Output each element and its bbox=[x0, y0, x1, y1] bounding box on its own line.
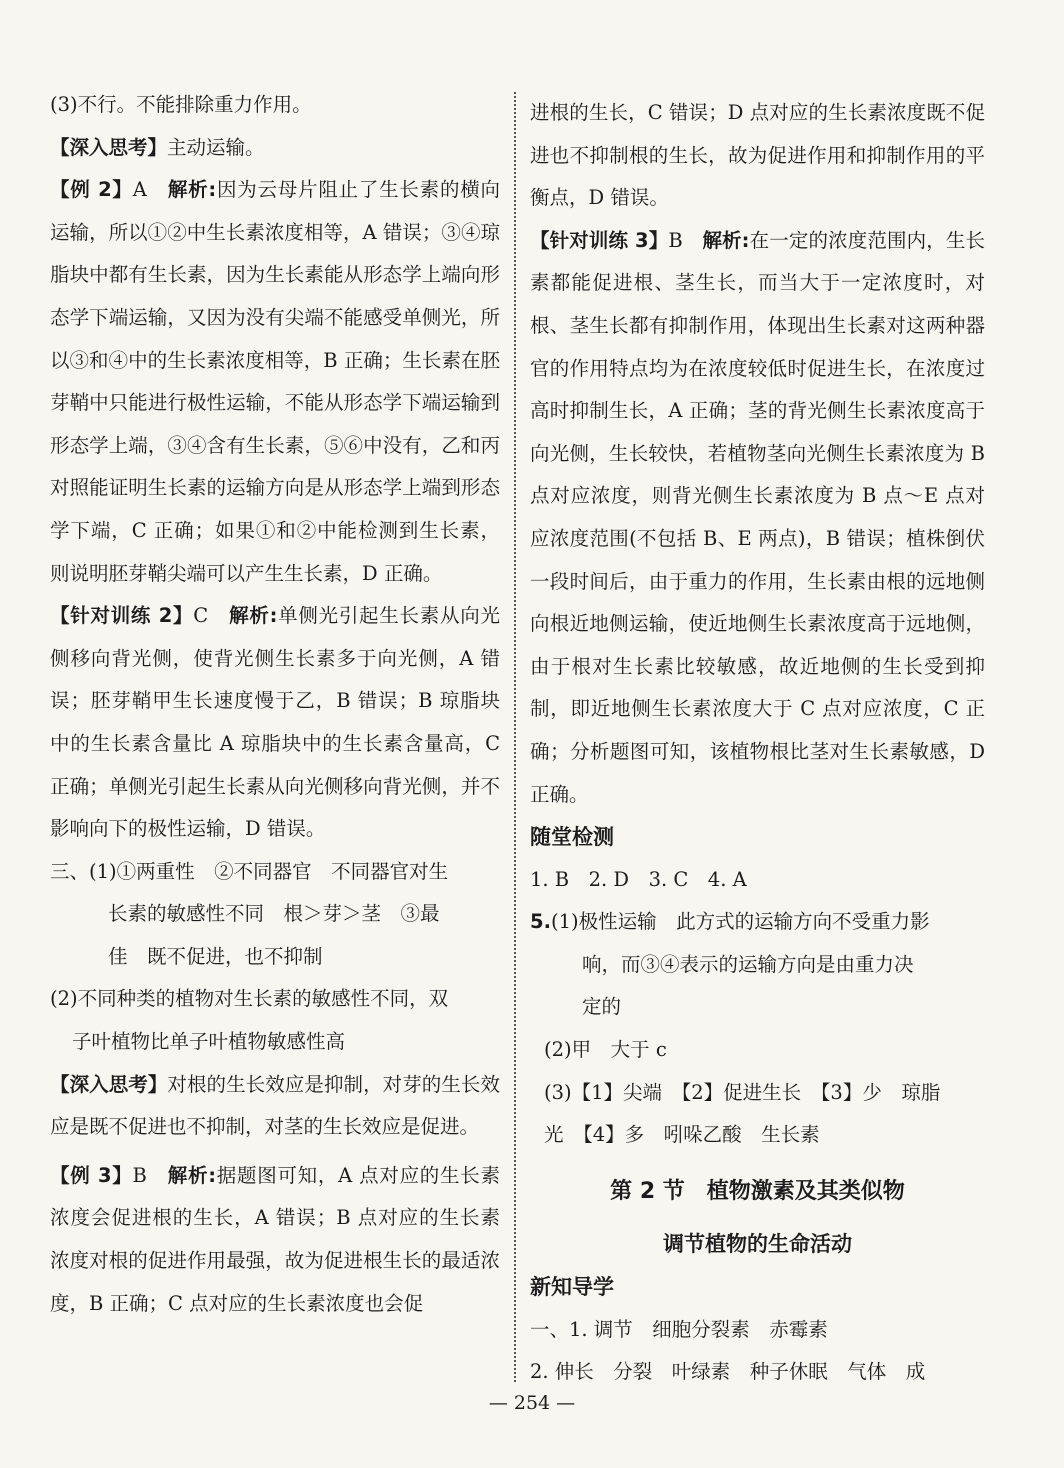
new-knowledge-2: 2. 伸长 分裂 叶绿素 种子休眠 气体 成 bbox=[530, 1360, 926, 1384]
analysis-label: 解析: bbox=[229, 604, 278, 628]
example-3 bbox=[50, 1155, 500, 1325]
section-3-line-3: 佳 既不促进，也不抑制 bbox=[108, 944, 323, 968]
deep-thinking-2 bbox=[50, 1064, 500, 1149]
example-analysis: 据题图可知，A 点对应的生长素浓度会促进根的生长，A 错误；B 点对应的生长素浓度对根的促进作用最强，故为促进根生长的最适浓度，B 正确；C 点对应的生长素浓度也会促 bbox=[50, 1163, 500, 1315]
training-answer: B bbox=[668, 228, 683, 252]
training-2 bbox=[50, 595, 500, 851]
q5-part-3-line-1: (3)【1】尖端 【2】促进生长 【3】少 琼脂 bbox=[544, 1080, 941, 1104]
q5-part-3-line-2: 光 【4】多 吲哚乙酸 生长素 bbox=[544, 1123, 820, 1147]
training-3 bbox=[530, 220, 985, 816]
answer-3-line: (3)不行。不能排除重力作用。 bbox=[50, 93, 312, 116]
example-answer: B bbox=[132, 1163, 147, 1187]
analysis-label: 解析: bbox=[167, 1163, 217, 1187]
section-3-part-2-line-2: 子叶植物比单子叶植物敏感性高 bbox=[72, 1030, 346, 1054]
example-answer: A bbox=[132, 178, 147, 202]
page-number: — 254 — bbox=[488, 1392, 576, 1414]
column-divider bbox=[514, 92, 516, 1382]
deep-thinking-1 bbox=[50, 127, 500, 170]
training-analysis: 在一定的浓度范围内，生长素都能促进根、茎生长，而当大于一定浓度时，对根、茎生长都有抑制作用，体现出生长素对这两种器官的作用特点均为在浓度较低时促进生长，在浓度过高时抑制生长，A 正确；茎的背光侧生长素浓度高于向光侧，生长较快，若植物茎向光侧生长素浓度为 B 点对应浓度，则背光侧生长素浓度为 B 点～E 点对应浓度范围(不包括 B、E 两点)，B 错误；植株倒伏一段时间后，由于重力的作用，生长素由根的远地侧向根近地侧运输，使近地侧生长素浓度高于远地侧，由于根对生长素比较敏感，故近地侧的生长受到抑制，即近地侧生长素浓度大于 C 点对应浓度，C 正确；分析题图可知，该植物根比茎对生长素敏感，D 正确。 bbox=[530, 228, 985, 806]
deep-thinking-label: 【深入思考】 bbox=[50, 1072, 168, 1096]
subsection-title: 调节植物的生命活动 bbox=[663, 1232, 852, 1257]
section-3-part-2-line-1: (2)不同种类的植物对生长素的敏感性不同，双 bbox=[50, 987, 449, 1011]
new-knowledge-1: 一、1. 调节 细胞分裂素 赤霉素 bbox=[530, 1317, 828, 1341]
example-2 bbox=[50, 169, 500, 595]
new-knowledge-heading: 新知导学 bbox=[530, 1275, 614, 1300]
training-answer: C bbox=[193, 604, 209, 628]
q5-line-3: 定的 bbox=[582, 995, 622, 1019]
deep-thinking-text: 主动运输。 bbox=[167, 135, 265, 159]
example-label: 【例 3】 bbox=[50, 1163, 133, 1187]
example-label: 【例 2】 bbox=[50, 178, 133, 202]
right-column bbox=[530, 92, 985, 1394]
answers-1-4: 1. B 2. D 3. C 4. A bbox=[530, 867, 747, 891]
analysis-label: 解析: bbox=[702, 228, 750, 252]
section-3-line-1: 三、(1)①两重性 ②不同器官 不同器官对生 bbox=[50, 859, 449, 883]
q5-number: 5. bbox=[530, 910, 551, 934]
section-title: 第 2 节 植物激素及其类似物 bbox=[610, 1178, 905, 1204]
q5-line-2: 响，而③④表示的运输方向是由重力决 bbox=[582, 952, 914, 976]
example-analysis: 因为云母片阻止了生长素的横向运输，所以①②中生长素浓度相等，A 错误；③④琼脂块中都有生长素，因为生长素能从形态学上端向形态学下端运输，又因为没有尖端不能感受单侧光，所以③和④中的生长素浓度相等，B 正确；生长素在胚芽鞘中只能进行极性运输，不能从形态学下端运输到形态学上端，③④含有生长素，⑤⑥中没有，乙和丙对照能证明生长素的运输方向是从形态学上端到形态学下端，C 正确；如果①和②中能检测到生长素，则说明胚芽鞘尖端可以产生生长素，D 正确。 bbox=[50, 178, 500, 585]
training-label: 【针对训练 2】 bbox=[50, 604, 194, 628]
test-heading: 随堂检测 bbox=[530, 825, 614, 850]
deep-thinking-label: 【深入思考】 bbox=[50, 135, 168, 159]
q5-text: (1)极性运输 此方式的运输方向不受重力影 bbox=[550, 910, 930, 934]
q5-line-1 bbox=[530, 901, 985, 944]
q5-part-2: (2)甲 大于 c bbox=[544, 1038, 667, 1062]
deep-thinking-text: 对根的生长效应是抑制，对芽的生长效应是既不促进也不抑制，对茎的生长效应是促进。 bbox=[50, 1072, 500, 1139]
example-3-continued: 进根的生长，C 错误；D 点对应的生长素浓度既不促进也不抑制根的生长，故为促进作用和抑制作用的平衡点，D 错误。 bbox=[530, 101, 985, 210]
training-label: 【针对训练 3】 bbox=[530, 228, 669, 252]
training-analysis: 单侧光引起生长素从向光侧移向背光侧，使背光侧生长素多于向光侧，A 错误；胚芽鞘甲生长速度慢于乙，B 错误；B 琼脂块中的生长素含量比 A 琼脂块中的生长素含量高，C 正确；单侧光引起生长素从向光侧移向背光侧，并不影响向下的极性运输，D 错误。 bbox=[50, 604, 500, 841]
left-column bbox=[50, 84, 500, 1325]
section-3-line-2: 长素的敏感性不同 根＞芽＞茎 ③最 bbox=[108, 902, 440, 926]
analysis-label: 解析: bbox=[167, 178, 217, 202]
